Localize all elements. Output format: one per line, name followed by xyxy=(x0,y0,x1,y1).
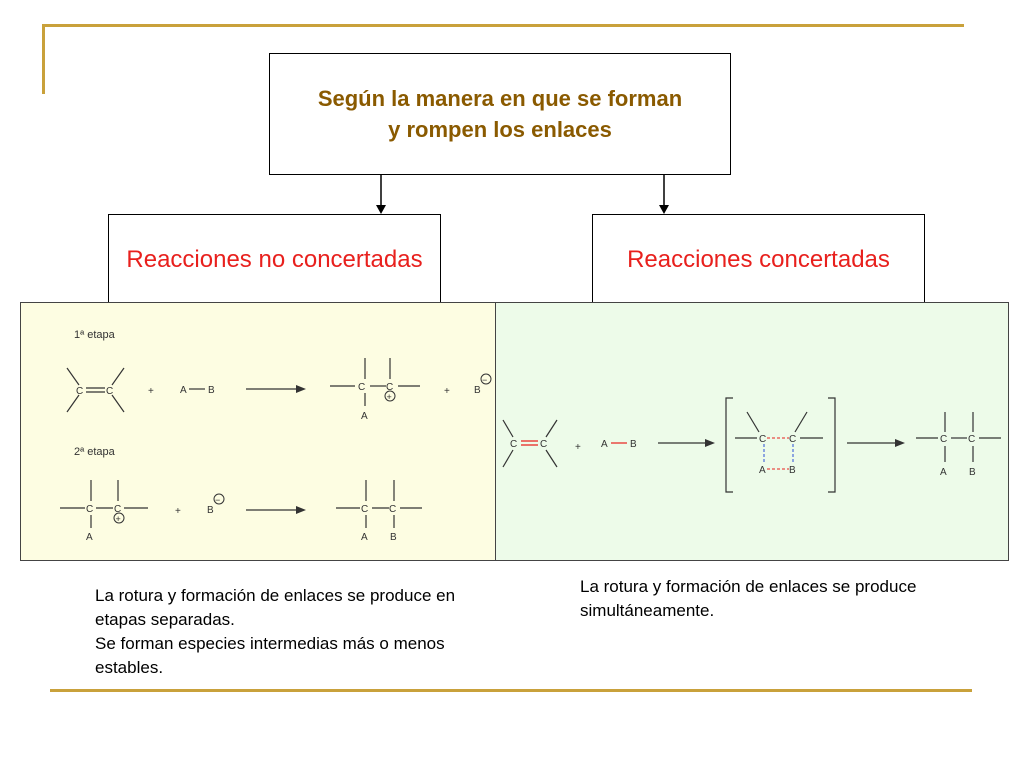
arrow-left-head xyxy=(376,205,386,214)
s2-cation-a: A xyxy=(86,532,93,543)
c-product-c1: C xyxy=(940,434,948,445)
root-node-title: Según la manera en que se forman y rompen los enlaces xyxy=(317,86,683,142)
s1-negative-charge: − xyxy=(482,375,488,385)
concerted-caption: La rotura y formación de enlaces se produce simultáneamente. xyxy=(580,577,917,620)
non-concerted-caption-line-2: Se forman especies intermedias más o menos estables. xyxy=(95,634,445,677)
s2-plus: + xyxy=(175,506,181,517)
c-product-b: B xyxy=(969,467,976,478)
c-ts-c2: C xyxy=(789,434,797,445)
c-product-c2: C xyxy=(968,434,976,445)
s2-product-a: A xyxy=(361,532,368,543)
c-plus: + xyxy=(575,442,581,453)
non-concerted-caption xyxy=(95,584,465,680)
s1-cation-c1: C xyxy=(358,382,366,393)
c-reagent-a: A xyxy=(601,439,608,450)
s1-positive-charge: + xyxy=(386,392,392,402)
s1-plus-1: + xyxy=(148,386,154,397)
s1-reagent-a: A xyxy=(180,385,187,396)
non-concerted-mechanism-drawing xyxy=(20,302,497,561)
s2-product-c1: C xyxy=(361,504,369,515)
c-ts-b: B xyxy=(789,465,796,476)
s1-plus-2: + xyxy=(444,386,450,397)
s1-anion-b: B xyxy=(474,385,481,396)
s1-alkene-c2: C xyxy=(106,386,114,397)
branch-concerted xyxy=(592,214,925,306)
s2-negative-charge: − xyxy=(215,495,221,505)
c-ts-a: A xyxy=(759,465,766,476)
s2-product-b: B xyxy=(390,532,397,543)
branch-concerted-label: Reacciones concertadas xyxy=(627,246,890,273)
s1-reagent-b: B xyxy=(208,385,215,396)
branch-non-concerted-label: Reacciones no concertadas xyxy=(126,246,423,273)
c-reagent-b: B xyxy=(630,439,637,450)
arrow-right-head xyxy=(659,205,669,214)
s1-alkene-c1: C xyxy=(76,386,84,397)
stage-2-label: 2ª etapa xyxy=(74,446,115,458)
s2-cation-c1: C xyxy=(86,504,94,515)
stage-1-label: 1ª etapa xyxy=(74,329,115,341)
c-alkene-c1: C xyxy=(510,439,518,450)
c-ts-c1: C xyxy=(759,434,767,445)
s2-positive-charge: + xyxy=(115,514,121,524)
c-product-a: A xyxy=(940,467,947,478)
s2-cation-c2: C xyxy=(114,504,122,515)
s2-product-c2: C xyxy=(389,504,397,515)
s2-anion-b: B xyxy=(207,505,214,516)
branch-non-concerted xyxy=(108,214,441,306)
c-alkene-c2: C xyxy=(540,439,548,450)
concerted-mechanism-drawing xyxy=(495,302,1009,561)
s1-cation-a: A xyxy=(361,411,368,422)
s1-cation-c2: C xyxy=(386,382,394,393)
non-concerted-caption-line-1: La rotura y formación de enlaces se produce en etapas separadas. xyxy=(95,586,456,629)
